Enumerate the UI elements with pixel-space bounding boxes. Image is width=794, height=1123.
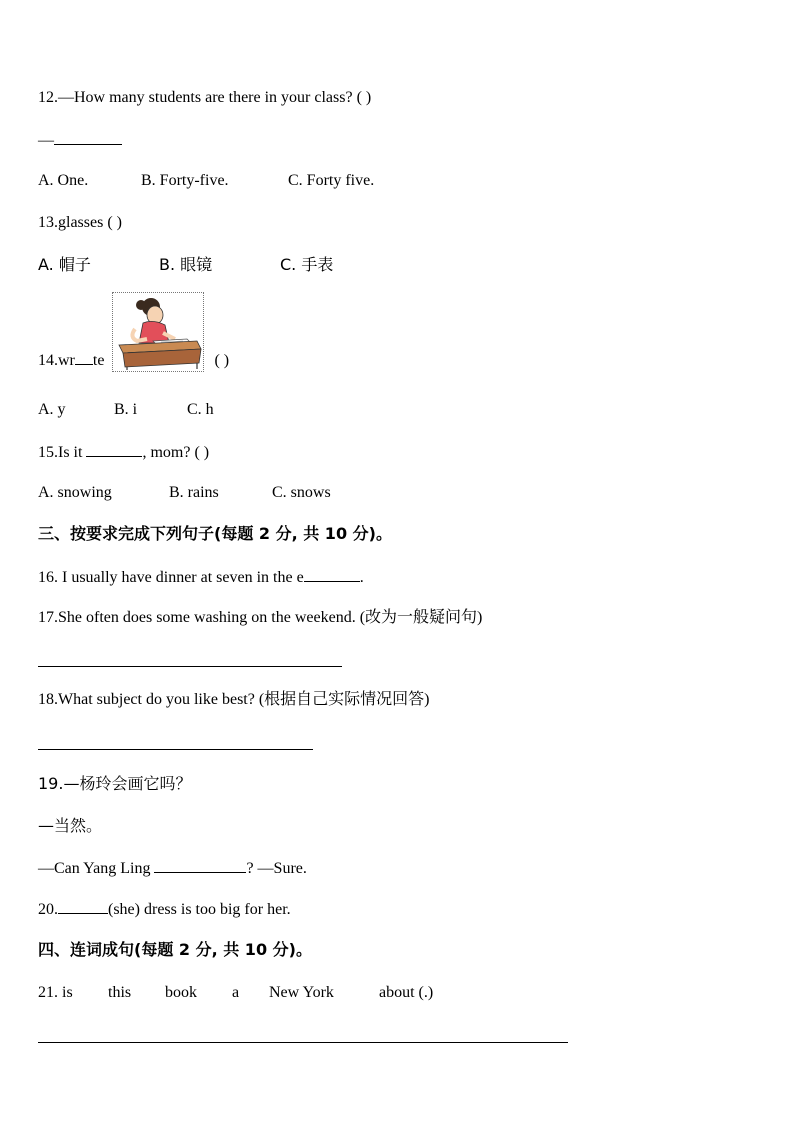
question-13-options [38, 255, 333, 275]
answer-blank[interactable] [86, 442, 142, 457]
answer-blank[interactable] [304, 567, 360, 582]
question-12-options [38, 171, 374, 191]
option-c[interactable]: C. Forty five. [288, 172, 375, 189]
stem-start: 14.wr [38, 352, 75, 369]
question-14-options [38, 400, 214, 420]
stem-start: —Can Yang Ling [38, 860, 155, 877]
option-c[interactable]: C. 手表 [280, 255, 334, 274]
question-15-stem [38, 442, 209, 463]
stem-end: te [92, 352, 105, 369]
question-21-answer-line[interactable] [38, 1042, 568, 1043]
stem-start: 16. I usually have dinner at seven in the e [38, 569, 304, 586]
question-14-stem [38, 292, 229, 372]
stem-end: ? —Sure. [246, 860, 307, 877]
letter-blank[interactable] [75, 350, 93, 365]
stem-start: 15.Is it [38, 444, 87, 461]
answer-paren: ( ) [214, 352, 230, 369]
option-a[interactable]: A. 帽子 [38, 255, 91, 274]
question-16-stem [38, 567, 364, 588]
stem-end: (she) dress is too big for her. [108, 901, 291, 918]
option-b[interactable]: B. i [114, 401, 138, 418]
question-12-stem: 12.—How many students are there in your class? ( ) [38, 89, 372, 106]
question-13-stem: 13.glasses ( ) [38, 214, 122, 231]
option-c[interactable]: C. snows [272, 484, 331, 501]
option-b[interactable]: B. Forty-five. [141, 172, 229, 189]
option-b[interactable]: B. 眼镜 [159, 255, 213, 274]
question-18-answer-line[interactable] [38, 749, 313, 750]
word: 21. is [38, 984, 73, 1001]
option-b[interactable]: B. rains [169, 484, 219, 501]
stem-start: 20. [38, 901, 58, 918]
word: about (.) [379, 984, 434, 1001]
girl-writing-at-desk-icon [112, 292, 204, 372]
word: this [108, 984, 132, 1001]
question-17-answer-line[interactable] [38, 666, 342, 667]
question-18-stem: 18.What subject do you like best? (根据自己实际情况回答) [38, 691, 430, 708]
question-15-options [38, 483, 331, 503]
section-4-heading: 四、连词成句(每题 2 分, 共 10 分)。 [38, 940, 312, 959]
answer-blank[interactable] [58, 899, 108, 914]
option-a[interactable]: A. One. [38, 172, 89, 189]
word: New York [269, 984, 334, 1001]
stem-end: , mom? ( ) [142, 444, 210, 461]
word: a [232, 984, 240, 1001]
option-a[interactable]: A. snowing [38, 484, 112, 501]
answer-blank[interactable] [54, 130, 122, 145]
question-12-answer-line [38, 130, 122, 151]
question-19-chinese-question: 19.—杨玲会画它吗？ [38, 774, 192, 793]
question-19-chinese-answer: —当然。 [38, 816, 103, 835]
answer-blank[interactable] [154, 858, 246, 873]
stem-end: . [359, 569, 364, 586]
question-19-english [38, 858, 307, 879]
option-c[interactable]: C. h [187, 401, 214, 418]
option-a[interactable]: A. y [38, 401, 66, 418]
question-17-stem: 17.She often does some washing on the weekend. (改为一般疑问句) [38, 609, 483, 626]
question-20-stem [38, 899, 291, 920]
question-21-words [38, 983, 433, 1003]
section-3-heading: 三、按要求完成下列句子(每题 2 分, 共 10 分)。 [38, 524, 392, 543]
word: book [165, 984, 197, 1001]
dash: — [38, 132, 54, 149]
